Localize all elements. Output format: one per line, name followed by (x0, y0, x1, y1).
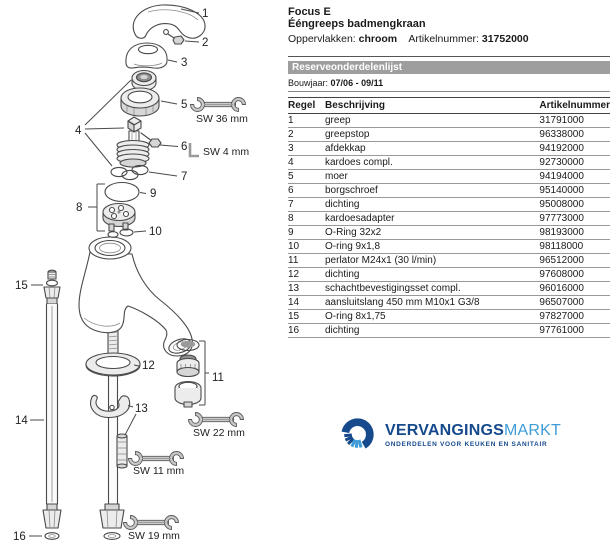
part-number-cell: 10 (288, 240, 325, 254)
part-number-cell: 2 (288, 128, 325, 142)
part-number-cell: 6 (288, 184, 325, 198)
part-artikelnummer-cell: 97773000 (539, 212, 610, 226)
wrench-sw4-label: SW 4 mm (203, 146, 250, 158)
wrench-sw22-label: SW 22 mm (193, 427, 245, 439)
part-description-cell: dichting (325, 198, 539, 212)
table-row (288, 156, 610, 170)
retainer-ring-part (132, 71, 156, 91)
part-label-10: 10 (149, 226, 162, 238)
o-ring-10-part (108, 232, 118, 238)
part-number-cell: 12 (288, 268, 325, 282)
part-description-cell: dichting (325, 324, 539, 338)
part-artikelnummer-cell: 97608000 (539, 268, 610, 282)
vervangingsmarkt-logo (337, 414, 561, 455)
part-label-5: 5 (181, 99, 188, 111)
surface-value: chroom (358, 33, 398, 45)
part-number-cell: 5 (288, 170, 325, 184)
part-artikelnummer-cell: 98193000 (539, 226, 610, 240)
product-title: Focus E (288, 6, 331, 18)
build-year-label: Bouwjaar: (288, 78, 329, 88)
dome-cap-part (126, 43, 167, 68)
table-row (288, 296, 610, 310)
part-description-cell: perlator M24x1 (30 l/min) (325, 254, 539, 268)
part-label-11: 11 (212, 372, 224, 384)
logo-name-secondary: MARKT (503, 421, 561, 439)
part-description-cell: schachtbevestigingsset compl. (325, 282, 539, 296)
col-header-regel: Regel (288, 98, 325, 114)
set-screw-part (141, 133, 152, 141)
table-row (288, 184, 610, 198)
table-row (288, 282, 610, 296)
part-artikelnummer-cell: 92730000 (539, 156, 610, 170)
wrench-sw22-icon (189, 413, 244, 427)
part-description-cell: O-ring 8x1,75 (325, 310, 539, 324)
surface-label: Oppervlakken: (288, 33, 356, 45)
part-artikelnummer-cell: 94192000 (539, 142, 610, 156)
table-row (288, 254, 610, 268)
shaft-nut-part (100, 504, 124, 539)
part-label-3: 3 (181, 57, 188, 69)
artikelnummer-value: 31752000 (481, 33, 529, 45)
part-description-cell: moer (325, 170, 539, 184)
build-year-row (288, 78, 610, 88)
part-description-cell: greepstop (325, 128, 539, 142)
wrench-sw36-icon (191, 98, 246, 112)
part-artikelnummer-cell: 97827000 (539, 310, 610, 324)
logo-wordmark (385, 422, 561, 439)
part-artikelnummer-cell: 31791000 (539, 114, 610, 128)
col-header-artikelnummer: Artikelnummer (539, 98, 610, 114)
seal-16-part (45, 533, 59, 540)
table-row (288, 310, 610, 324)
part-number-cell: 1 (288, 114, 325, 128)
col-header-beschrijving: Beschrijving (325, 98, 539, 114)
part-label-7: 7 (181, 171, 188, 183)
part-description-cell: aansluitslang 450 mm M10x1 G3/8 (325, 296, 539, 310)
part-label-1: 1 (202, 8, 209, 20)
part-number-cell: 7 (288, 198, 325, 212)
table-row (288, 268, 610, 282)
handle-part (133, 5, 205, 44)
part-description-cell: dichting (325, 268, 539, 282)
faucet-body-part (79, 237, 193, 356)
part-label-12: 12 (142, 360, 155, 372)
handle-screw-part (173, 36, 184, 44)
part-label-6: 6 (181, 141, 188, 153)
part-artikelnummer-cell: 96512000 (539, 254, 610, 268)
wrench-sw36-label: SW 36 mm (196, 113, 248, 125)
part-artikelnummer-cell: 98118000 (539, 240, 610, 254)
part-number-cell: 8 (288, 212, 325, 226)
table-row (288, 226, 610, 240)
product-subtitle: Ééngreeps badmengkraan (288, 18, 426, 30)
build-year-value: 07/06 - 09/11 (330, 78, 384, 88)
part-number-cell: 11 (288, 254, 325, 268)
part-description-cell: O-Ring 32x2 (325, 226, 539, 240)
o-ring-9-part (105, 183, 139, 202)
part-label-4: 4 (75, 125, 82, 137)
part-label-16: 16 (13, 531, 26, 543)
part-label-2: 2 (202, 37, 209, 49)
exploded-diagram (0, 0, 288, 550)
part-artikelnummer-cell: 96507000 (539, 296, 610, 310)
section-title-bar: Reserveonderdelenlijst (288, 61, 610, 74)
allen-key-icon (190, 143, 199, 156)
divider (288, 56, 610, 57)
part-artikelnummer-cell: 94194000 (539, 170, 610, 184)
parts-table-body (288, 114, 610, 338)
wrench-sw11-label: SW 11 mm (133, 465, 185, 477)
parts-table (288, 97, 610, 338)
ring-nut-part (121, 88, 159, 116)
table-row (288, 114, 610, 128)
table-row (288, 198, 610, 212)
part-artikelnummer-cell: 95140000 (539, 184, 610, 198)
part-label-15: 15 (15, 280, 28, 292)
wrench-sw19-icon (124, 516, 179, 530)
part-description-cell: kardoesadapter (325, 212, 539, 226)
wrench-sw19-label: SW 19 mm (128, 530, 180, 542)
part-number-cell: 16 (288, 324, 325, 338)
wrench-sw11-icon (129, 452, 184, 466)
base-seal-part (86, 353, 140, 376)
part-number-cell: 15 (288, 310, 325, 324)
cartridge-adapter-part (103, 204, 135, 238)
seal-set-part (111, 165, 148, 179)
part-description-cell: O-ring 9x1,8 (325, 240, 539, 254)
part-label-8: 8 (76, 202, 83, 214)
part-artikelnummer-cell: 95008000 (539, 198, 610, 212)
logo-tagline: ONDERDELEN VOOR KEUKEN EN SANITAIR (385, 440, 548, 448)
part-description-cell: afdekkap (325, 142, 539, 156)
supply-hose-part (43, 270, 61, 539)
part-number-cell: 3 (288, 142, 325, 156)
part-description-cell: greep (325, 114, 539, 128)
table-row (288, 170, 610, 184)
product-meta (288, 33, 610, 45)
part-description-cell: borgschroef (325, 184, 539, 198)
part-artikelnummer-cell: 97761000 (539, 324, 610, 338)
part-artikelnummer-cell: 96016000 (539, 282, 610, 296)
part-number-cell: 14 (288, 296, 325, 310)
part-artikelnummer-cell: 96338000 (539, 128, 610, 142)
table-row (288, 324, 610, 338)
table-header-row (288, 98, 610, 114)
table-row (288, 142, 610, 156)
cartridge-part (117, 117, 161, 167)
table-row (288, 240, 610, 254)
info-panel (288, 6, 610, 338)
part-description-cell: kardoes compl. (325, 156, 539, 170)
o-ring-15-part (47, 280, 58, 286)
part-label-9: 9 (150, 188, 157, 200)
part-number-cell: 9 (288, 226, 325, 240)
table-row (288, 128, 610, 142)
artikelnummer-label: Artikelnummer: (408, 33, 479, 45)
logo-circle-icon (337, 414, 378, 455)
part-label-14: 14 (15, 415, 28, 427)
part-number-cell: 13 (288, 282, 325, 296)
part-label-13: 13 (135, 403, 148, 415)
divider (288, 91, 610, 92)
part-number-cell: 4 (288, 156, 325, 170)
logo-name-primary: VERVANGINGS (385, 421, 504, 439)
table-row (288, 212, 610, 226)
